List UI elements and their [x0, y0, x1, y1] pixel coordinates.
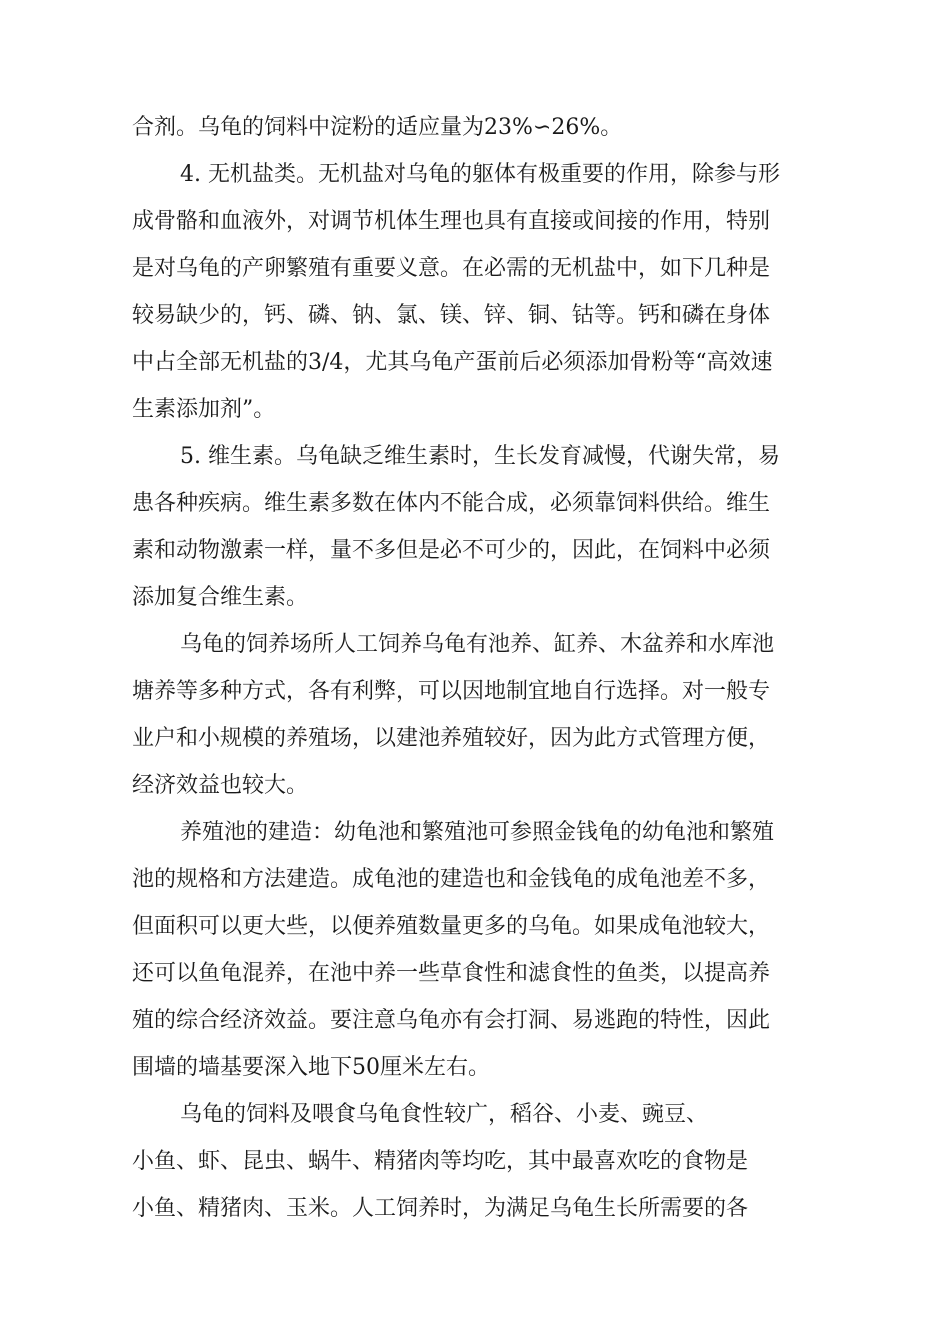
text-line: 小鱼、精猪肉、玉米。人工饲养时，为满足乌龟生长所需要的各 — [132, 1196, 749, 1221]
paragraph-feeding-site — [132, 621, 832, 809]
text-line: 乌龟的饲养场所人工饲养乌龟有池养、缸养、木盆养和水库池 — [180, 632, 775, 657]
text-line: 中占全部无机盐的3/4，尤其乌龟产蛋前后必须添加骨粉等“高效速 — [132, 350, 773, 375]
text-line: 生素添加剂”。 — [132, 397, 276, 422]
text-line: 殖的综合经济效益。要注意乌龟亦有会打洞、易逃跑的特性，因此 — [132, 1008, 771, 1033]
text-line: 但面积可以更大些，以便养殖数量更多的乌龟。如果成龟池较大， — [132, 914, 771, 939]
text-line: 养殖池的建造：幼龟池和繁殖池可参照金钱龟的幼龟池和繁殖 — [180, 820, 775, 845]
text-line: 乌龟的饲料及喂食乌龟食性较广，稻谷、小麦、豌豆、 — [180, 1102, 709, 1127]
text-line: 围墙的墙基要深入地下50厘米左右。 — [132, 1055, 490, 1080]
document-body — [132, 104, 832, 1232]
text-line: 4. 无机盐类。无机盐对乌龟的躯体有极重要的作用，除参与形 — [180, 162, 780, 187]
paragraph-pond-construction — [132, 809, 832, 1091]
text-line: 池的规格和方法建造。成龟池的建造也和金钱龟的成龟池差不多， — [132, 867, 771, 892]
paragraph-vitamins — [132, 433, 832, 621]
text-line: 经济效益也较大。 — [132, 773, 309, 798]
text-line: 较易缺少的，钙、磷、钠、氯、镁、锌、铜、钴等。钙和磷在身体 — [132, 303, 771, 328]
text-line: 合剂。乌龟的饲料中淀粉的适应量为23%∽26%。 — [132, 115, 623, 140]
text-line: 5. 维生素。乌龟缺乏维生素时，生长发育减慢，代谢失常，易 — [180, 444, 780, 469]
text-line: 成骨骼和血液外，对调节机体生理也具有直接或间接的作用，特别 — [132, 209, 771, 234]
paragraph-0 — [132, 104, 832, 151]
paragraph-feed — [132, 1091, 832, 1232]
text-line: 患各种疾病。维生素多数在体内不能合成，必须靠饲料供给。维生 — [132, 491, 771, 516]
text-line: 还可以鱼龟混养，在池中养一些草食性和滤食性的鱼类，以提高养 — [132, 961, 771, 986]
text-line: 是对乌龟的产卵繁殖有重要义意。在必需的无机盐中，如下几种是 — [132, 256, 771, 281]
text-line: 塘养等多种方式，各有利弊，可以因地制宜地自行选择。对一般专 — [132, 679, 771, 704]
text-line: 添加复合维生素。 — [132, 585, 309, 610]
text-line: 素和动物激素一样，量不多但是必不可少的，因此，在饲料中必须 — [132, 538, 771, 563]
paragraph-inorganic-salts — [132, 151, 832, 433]
text-line: 业户和小规模的养殖场，以建池养殖较好，因为此方式管理方便， — [132, 726, 771, 751]
text-line: 小鱼、虾、昆虫、蜗牛、精猪肉等均吃，其中最喜欢吃的食物是 — [132, 1149, 749, 1174]
